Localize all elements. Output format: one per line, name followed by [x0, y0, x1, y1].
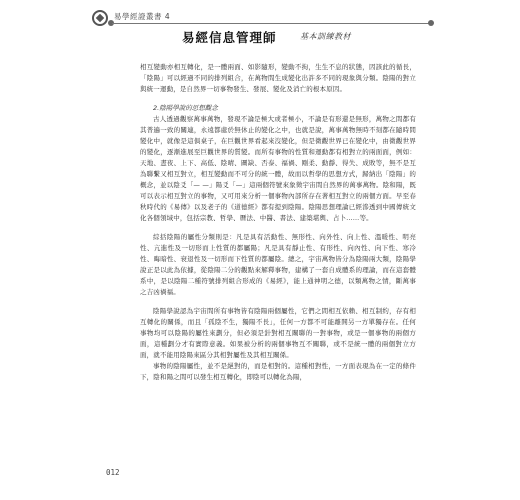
section-heading: 2.陰陽學說的思想觀念	[153, 104, 218, 112]
rule-right-dot	[428, 20, 434, 26]
page-body	[140, 62, 416, 383]
paragraph-gap	[140, 95, 416, 103]
paragraph-1: 相互變動亦相互轉化，是一體兩面、如影隨形，變動不拘，生生不息的狀態，因該此的循長，「陰陽」可以經過不同的排列組合，在萬物間生成變化出許多不同的現象與分類。陰陽的對立與統一運動，是自然界一切事物發生、發展、變化及消亡的根本原因。	[140, 63, 416, 93]
paragraph-gap	[140, 224, 416, 232]
paragraph-gap	[140, 298, 416, 306]
series-label: 易學經證叢書 4	[114, 12, 171, 21]
series-logo-icon	[92, 10, 108, 26]
page-number: 012	[106, 468, 120, 477]
book-subtitle: 基本訓練教材	[300, 32, 351, 41]
paragraph-3: 綜括陰陽的屬性分類則是：凡是具有活動性、無形性、向外性、向上性、溫暖性、明亮性、亢進性及一切形而上性質的都屬陽；凡是具有靜止性、有形性、向內性、向下性、寒冷性、晦暗性、衰退性及一切形而下性質的都屬陰。總之，宇宙萬物皆分為陰陽兩大類，陰陽學說正是以此為依據，從陰陽二分的觀點來解釋事物，建構了一套自成體系的理論，而在這套體系中，是以陰陽二種符號排列組合形成的《易經》，能上通神明之德，以類萬物之情，斷萬事之吉凶禍福。	[140, 233, 416, 296]
book-title: 易經信息管理師	[182, 30, 277, 45]
header-rule	[112, 23, 430, 24]
page-header	[0, 0, 520, 60]
paragraph-2: 古人透過觀察萬事萬物，發現不論是極大或者極小，不論是有形還是無形，萬物之間都有其普遍一致的關連，永遠都處於無休止的變化之中，也就是說，萬事萬物無時不刻都在隨時間變化中，就像是這俱桌子，在巨觀世界看起來沒變化，但是微觀世界已在變化中，由微觀世界的變化，逐漸進展至巨觀世界的質變。而所有事物的性質和運動都有相對立的兩面面，例如：天地、晝夜、上下、高低、陰晴、圖缺、否泰、福禍、剛柔、動靜、得失、成敗等，無不是互為聯繫又相互對立，相互變動而不可分的統一體，故而以哲學的思想方式，歸納出「陰陽」的概念，並以陰爻「— —」陽爻「—」這兩個符號來象徵宇宙間自然界的萬事萬物。陰和陽，既可以表示相互對立的事物，又可用來分析一個事物內部所存在著相互對立的兩個方面。早至春秋時代的《易傳》以及老子的《道德經》都有提到陰陽。陰陽思想理論已經滲透到中國傳統文化各個領域中，包括宗教、哲學、曆法、中醫、書法、建築堪輿、占卜……等。	[140, 115, 416, 222]
paragraph-5: 事物的陰陽屬性，並不是絕對的，而是相對的。這種相對性，一方面表現為在一定的條件下，陰和陽之間可以發生相互轉化，即陰可以轉化為陽，	[140, 362, 416, 381]
paragraph-4: 陰陽學說認為宇宙間所有事物皆有陰陽兩個屬性，它們之間相互依賴、相互制約，存有相互轉化的關係，而且「孤陰不生，獨陽不長」，任何一方都不可能離開另一方單獨存在。任何事物均可以陰陽的屬性來劃分，但必須是針對相互關聯的一對事物，或是一個事物的兩個方面，這種劃分才有實際意義。如果被分析的兩個事物互不關聯，或不是統一體的兩個對立方面，就不能用陰陽來區分其相對屬性及其相互關係。	[140, 307, 416, 359]
